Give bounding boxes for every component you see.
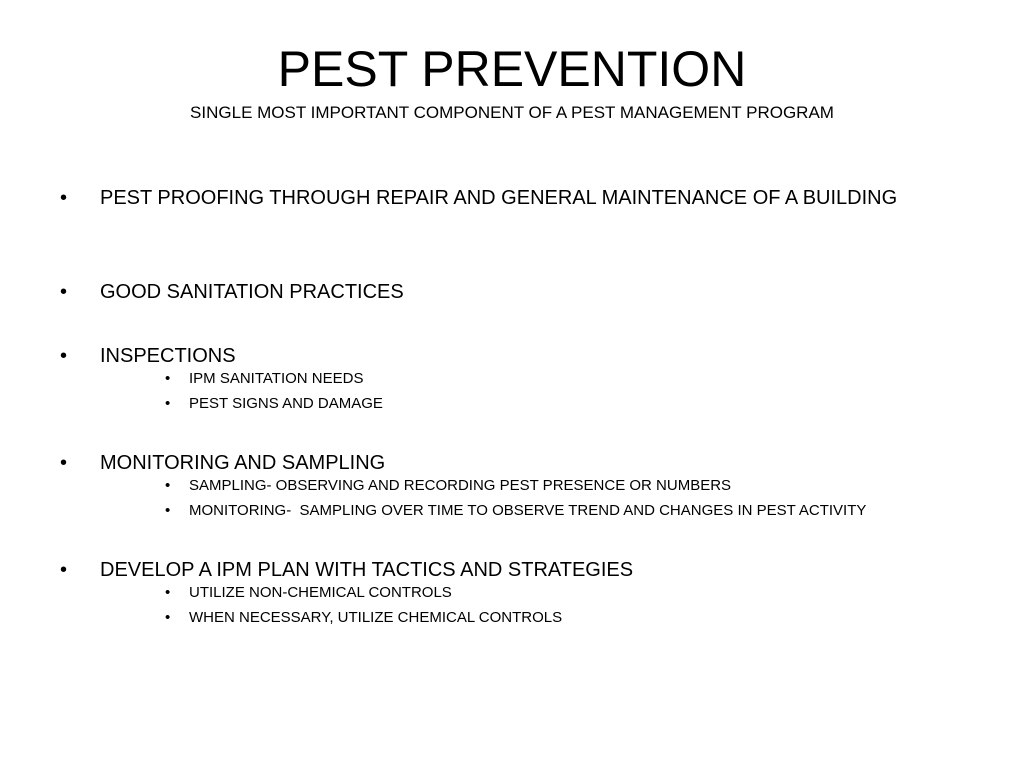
sub-bullet-dot: • bbox=[165, 584, 171, 601]
sub-bullet-item bbox=[0, 500, 1024, 525]
sub-bullet-item bbox=[0, 393, 1024, 418]
sub-bullet-item bbox=[0, 475, 1024, 500]
sub-bullet-text: PEST SIGNS AND DAMAGE bbox=[189, 395, 383, 412]
bullet-text: INSPECTIONS bbox=[100, 345, 236, 367]
bullet-dot: • bbox=[60, 281, 68, 303]
sub-bullet-text: IPM SANITATION NEEDS bbox=[189, 370, 364, 387]
sub-bullet-item bbox=[0, 582, 1024, 607]
bullet-dot: • bbox=[60, 559, 68, 581]
bullet-text: GOOD SANITATION PRACTICES bbox=[100, 281, 404, 303]
slide-subtitle: SINGLE MOST IMPORTANT COMPONENT OF A PEST MANAGEMENT PROGRAM bbox=[190, 103, 834, 122]
sub-bullet-item bbox=[0, 607, 1024, 632]
sub-bullet-dot: • bbox=[165, 370, 171, 387]
sub-bullet-text: MONITORING- SAMPLING OVER TIME TO OBSERVE TREND AND CHANGES IN PEST ACTIVITY bbox=[189, 502, 867, 519]
sub-bullet-list bbox=[0, 368, 1024, 418]
sub-bullet-list bbox=[0, 582, 1024, 632]
sub-bullet-item bbox=[0, 368, 1024, 393]
sub-bullet-dot: • bbox=[165, 502, 171, 519]
sub-bullet-text: SAMPLING- OBSERVING AND RECORDING PEST PRESENCE OR NUMBERS bbox=[189, 477, 732, 494]
bullet-dot: • bbox=[60, 345, 68, 367]
sub-bullet-text: WHEN NECESSARY, UTILIZE CHEMICAL CONTROLS bbox=[189, 609, 563, 626]
bullet-dot: • bbox=[60, 452, 68, 474]
bullet-text: MONITORING AND SAMPLING bbox=[100, 452, 386, 474]
sub-bullet-list bbox=[0, 475, 1024, 525]
bullet-dot: • bbox=[60, 187, 68, 209]
sub-bullet-dot: • bbox=[165, 395, 171, 412]
bullet-text: DEVELOP A IPM PLAN WITH TACTICS AND STRATEGIES bbox=[100, 559, 634, 581]
sub-bullet-dot: • bbox=[165, 477, 171, 494]
sub-bullet-dot: • bbox=[165, 609, 171, 626]
sub-bullet-text: UTILIZE NON-CHEMICAL CONTROLS bbox=[189, 584, 452, 601]
bullet-text: PEST PROOFING THROUGH REPAIR AND GENERAL MAINTENANCE OF A BUILDING bbox=[100, 187, 898, 209]
slide-title: PEST PREVENTION bbox=[277, 41, 747, 97]
